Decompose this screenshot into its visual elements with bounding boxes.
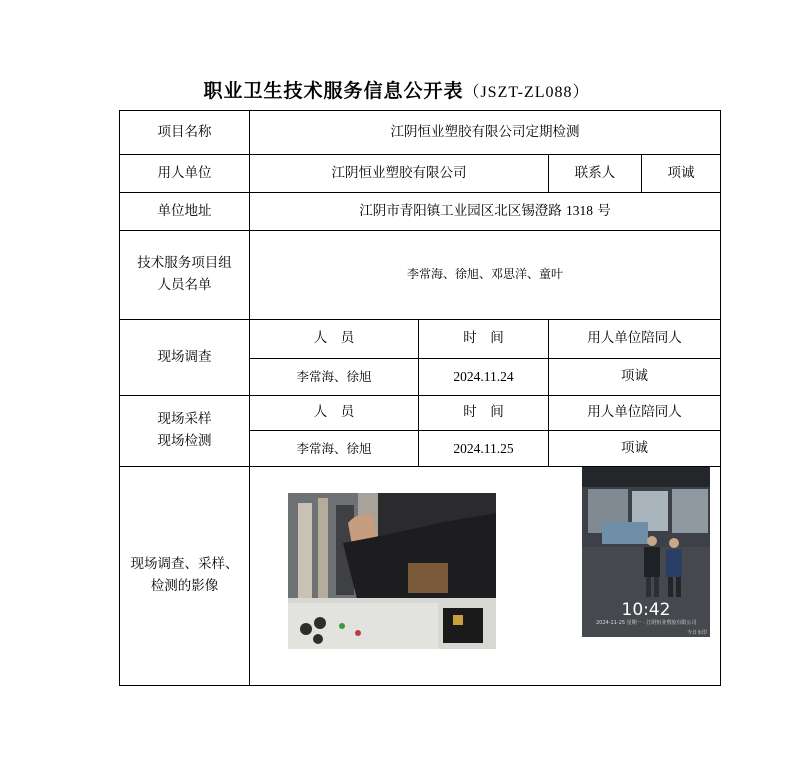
sampling-time: 2024.11.25 (419, 431, 549, 467)
team-label (120, 231, 250, 320)
images-label (120, 467, 250, 686)
employer-value: 江阴恒业塑胶有限公司 (250, 155, 549, 193)
site-photo-people (582, 467, 710, 637)
survey-escort: 项诚 (549, 359, 721, 396)
row-team (120, 231, 721, 320)
contact-label: 联系人 (549, 155, 642, 193)
project-name-value: 江阴恒业塑胶有限公司定期检测 (250, 111, 721, 155)
address-value (250, 193, 721, 231)
photo-watermark: 今日水印 (686, 630, 707, 636)
sampling-header-escort: 用人单位陪同人 (549, 396, 721, 431)
images-label-line1: 现场调查、采样、 (130, 556, 239, 573)
info-table (119, 110, 721, 686)
title-code: （JSZT-ZL088） (463, 84, 590, 101)
employer-label: 用人单位 (120, 155, 250, 193)
team-label-line1: 技术服务项目组 (137, 255, 232, 272)
sampling-label-line2: 现场检测 (157, 433, 212, 449)
row-project-name (120, 111, 721, 155)
sampling-label (120, 396, 250, 467)
survey-header-escort: 用人单位陪同人 (549, 320, 721, 359)
photo-caption-overlay: 2024-11-25 星期一 · 江阴恒业塑胶有限公司 (596, 620, 697, 626)
project-name-label: 项目名称 (120, 111, 250, 155)
team-label-line2: 人员名单 (157, 277, 212, 293)
title-text: 职业卫生技术服务信息公开表 (203, 80, 464, 102)
images-cell (250, 467, 721, 686)
sampling-person: 李常海、徐旭 (250, 431, 419, 467)
address-number: 1318 (566, 203, 593, 219)
survey-header-time: 时 间 (419, 320, 549, 359)
survey-header-person: 人 员 (250, 320, 419, 359)
contact-value: 项诚 (642, 155, 721, 193)
sampling-escort: 项诚 (549, 431, 721, 467)
address-suffix: 号 (593, 203, 611, 220)
survey-person: 李常海、徐旭 (250, 359, 419, 396)
site-photo-machine (288, 493, 496, 649)
survey-time: 2024.11.24 (419, 359, 549, 396)
row-address (120, 193, 721, 231)
row-employer (120, 155, 721, 193)
survey-label: 现场调查 (120, 320, 250, 396)
images-label-line2: 检测的影像 (150, 578, 219, 594)
team-value: 李常海、徐旭、邓思洋、童叶 (250, 231, 721, 320)
document-title (0, 76, 793, 103)
photo-time-overlay: 10:42 (621, 600, 671, 620)
sampling-label-line1: 现场采样 (157, 411, 212, 428)
address-prefix: 江阴市青阳镇工业园区北区锡澄路 (359, 203, 566, 220)
row-sampling-header (120, 396, 721, 431)
address-label: 单位地址 (120, 193, 250, 231)
sampling-header-person: 人 员 (250, 396, 419, 431)
row-survey-header (120, 320, 721, 359)
row-images (120, 467, 721, 686)
sampling-header-time: 时 间 (419, 396, 549, 431)
